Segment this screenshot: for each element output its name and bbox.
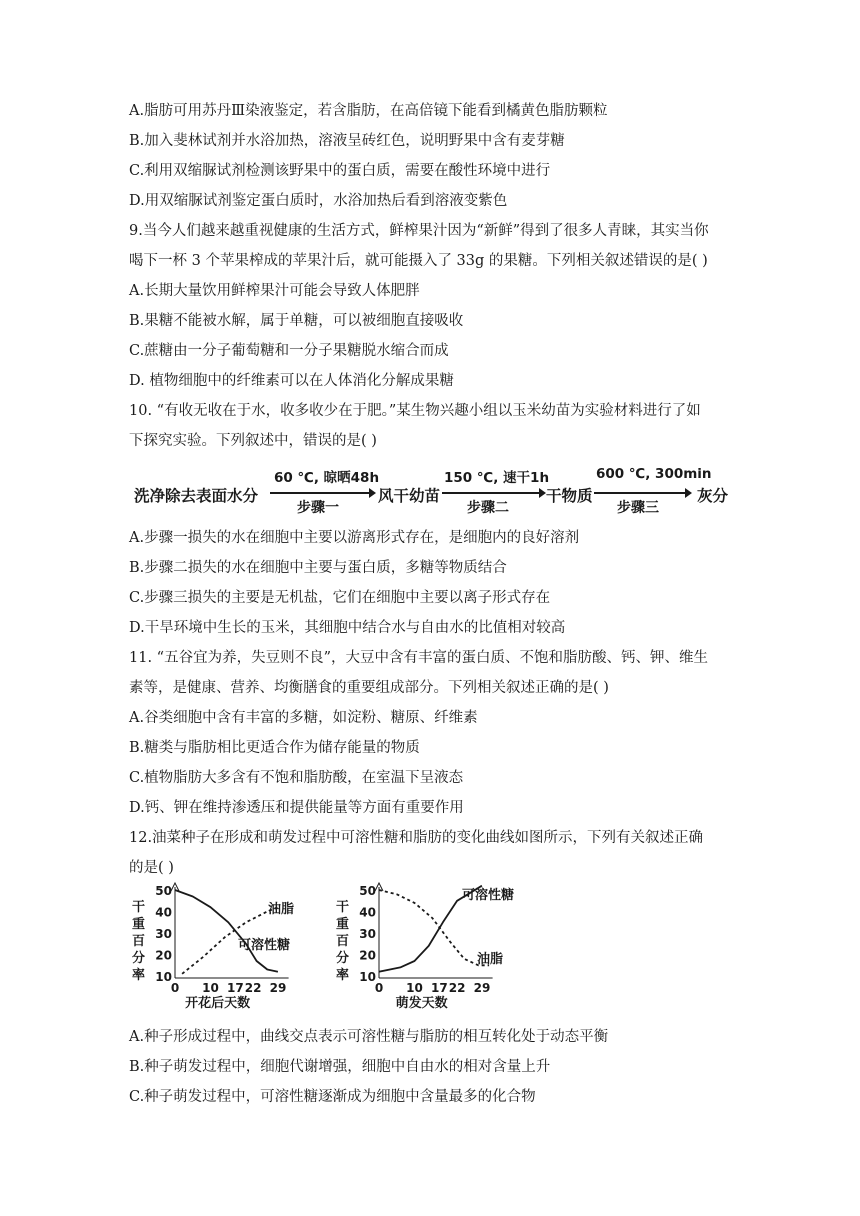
text-line: 下探究实验。下列叙述中，错误的是( ): [129, 433, 377, 449]
text-line: D.钙、钾在维持渗透压和提供能量等方面有重要作用: [129, 800, 464, 816]
series-label: 油脂: [477, 952, 504, 967]
y-tick-label: 30: [359, 927, 376, 941]
text-line: A.长期大量饮用鲜榨果汁可能会导致人体肥胖: [129, 283, 420, 299]
flow-step1-condition: 60 ℃, 晾晒48h: [274, 470, 380, 486]
y-axis-label-char: 分: [336, 951, 350, 966]
series-line: [175, 890, 278, 972]
text-line: C.植物脂肪大多含有不饱和脂肪酸，在室温下呈液态: [129, 770, 464, 786]
y-tick-label: 30: [155, 927, 172, 941]
y-tick-label: 20: [359, 948, 376, 963]
chart-seed-formation: [128, 875, 318, 1009]
flow-arrow-1: [270, 492, 374, 494]
x-axis-label: 开花后天数: [185, 996, 251, 1009]
y-tick-label: 20: [155, 948, 172, 963]
y-tick-label: 40: [155, 905, 172, 920]
flow-step3-condition: 600 ℃, 300min: [596, 466, 712, 482]
x-tick-label: 22: [244, 981, 262, 995]
y-axis-label-char: 百: [336, 934, 350, 949]
text-line: B.糖类与脂肪相比更适合作为储存能量的物质: [129, 740, 420, 756]
y-axis-label-char: 干: [336, 900, 350, 915]
text-line: A.谷类细胞中含有丰富的多糖，如淀粉、糖原、纤维素: [129, 710, 478, 726]
flow-arrow-3: [594, 492, 690, 494]
y-axis-label-char: 率: [132, 968, 146, 983]
text-line: B.步骤二损失的水在细胞中主要与蛋白质，多糖等物质结合: [129, 560, 507, 576]
text-line: 的是( ): [129, 860, 174, 876]
series-label: 可溶性糖: [238, 938, 291, 953]
flow-node-start: 洗净除去表面水分: [134, 487, 259, 505]
x-tick-label: 22: [448, 981, 466, 995]
y-axis-label-char: 分: [132, 951, 146, 966]
x-tick-label: 29: [473, 981, 491, 995]
flow-step2-condition: 150 ℃, 速干1h: [444, 470, 550, 486]
text-line: A.步骤一损失的水在细胞中主要以游离形式存在，是细胞内的良好溶剂: [129, 530, 580, 546]
y-axis-label-char: 百: [132, 934, 146, 949]
x-tick-label: 10: [406, 981, 423, 995]
text-line: 喝下一杯 3 个苹果榨成的苹果汁后，就可能摄入了 33g 的果糖。下列相关叙述错误的是( ): [129, 253, 708, 269]
x-tick-label: 17: [226, 981, 244, 995]
y-axis-label-char: 干: [132, 900, 146, 915]
flow-node-ash: 灰分: [697, 487, 729, 505]
text-line: B.加入斐林试剂并水浴加热，溶液呈砖红色，说明野果中含有麦芽糖: [129, 133, 565, 149]
chart-seed-germination: [332, 875, 532, 1009]
series-label: 油脂: [268, 902, 295, 917]
y-tick-label: 50: [155, 884, 172, 898]
flow-step3-label: 步骤三: [617, 500, 659, 516]
text-line: B.果糖不能被水解，属于单糖，可以被细胞直接吸收: [129, 313, 464, 329]
text-line: 11. “五谷宜为养，失豆则不良”，大豆中含有丰富的蛋白质、不饱和脂肪酸、钙、钾、维生: [129, 650, 708, 666]
flow-node-seedling: 风干幼苗: [378, 487, 441, 505]
text-line: C.种子萌发过程中，可溶性糖逐渐成为细胞中含量最多的化合物: [129, 1089, 536, 1105]
x-tick-label: 0: [170, 981, 180, 995]
flow-step1-label: 步骤一: [297, 500, 339, 516]
flow-node-dry-matter: 干物质: [546, 487, 593, 505]
x-tick-label: 10: [202, 981, 219, 995]
series-label: 可溶性糖: [462, 888, 515, 903]
x-tick-label: 29: [269, 981, 287, 995]
y-tick-label: 10: [359, 970, 376, 984]
text-line: 12.油菜种子在形成和萌发过程中可溶性糖和脂肪的变化曲线如图所示，下列有关叙述正确: [129, 830, 704, 846]
y-axis-label-char: 重: [132, 917, 146, 932]
text-line: B.种子萌发过程中，细胞代谢增强，细胞中自由水的相对含量上升: [129, 1059, 551, 1075]
text-line: D. 植物细胞中的纤维素可以在人体消化分解成果糖: [129, 373, 454, 389]
y-tick-label: 10: [155, 970, 172, 984]
x-tick-label: 0: [374, 981, 384, 995]
text-line: A.脂肪可用苏丹Ⅲ染液鉴定，若含脂肪，在高倍镜下能看到橘黄色脂肪颗粒: [129, 103, 608, 119]
y-tick-label: 40: [359, 905, 376, 920]
text-line: 10. “有收无收在于水，收多收少在于肥。”某生物兴趣小组以玉米幼苗为实验材料进行了如: [129, 403, 701, 419]
text-line: 素等，是健康、营养、均衡膳食的重要组成部分。下列相关叙述正确的是( ): [129, 680, 609, 696]
text-line: C.利用双缩脲试剂检测该野果中的蛋白质，需要在酸性环境中进行: [129, 163, 551, 179]
text-line: 9.当今人们越来越重视健康的生活方式，鲜榨果汁因为“新鲜”得到了很多人青睐，其实当你: [129, 223, 709, 239]
text-line: C.步骤三损失的主要是无机盐，它们在细胞中主要以离子形式存在: [129, 590, 551, 606]
y-tick-label: 50: [359, 884, 376, 898]
experiment-flow-diagram: [134, 466, 734, 520]
text-line: C.蔗糖由一分子葡萄糖和一分子果糖脱水缩合而成: [129, 343, 449, 359]
flow-arrow-2: [442, 492, 544, 494]
flow-step2-label: 步骤二: [467, 500, 509, 516]
text-line: D.用双缩脲试剂鉴定蛋白质时，水浴加热后看到溶液变紫色: [129, 193, 508, 209]
y-axis-label-char: 率: [336, 968, 350, 983]
x-axis-label: 萌发天数: [395, 996, 448, 1009]
y-axis-label-char: 重: [336, 917, 350, 932]
text-line: A.种子形成过程中，曲线交点表示可溶性糖与脂肪的相互转化处于动态平衡: [129, 1029, 609, 1045]
text-line: D.干旱环境中生长的玉米，其细胞中结合水与自由水的比值相对较高: [129, 620, 566, 636]
x-tick-label: 17: [430, 981, 448, 995]
